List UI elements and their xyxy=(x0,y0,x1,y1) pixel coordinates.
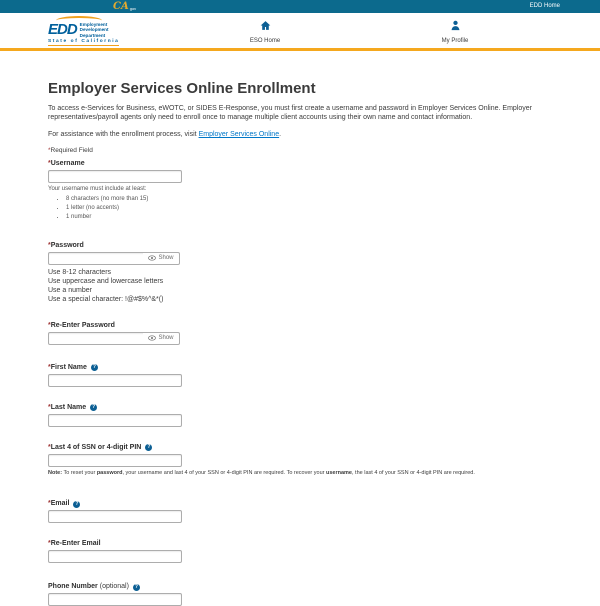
password-rule: Use uppercase and lowercase letters xyxy=(48,277,164,285)
edd-logo[interactable] xyxy=(48,16,119,46)
first-name-label: *First Name ? xyxy=(48,363,96,371)
help-icon[interactable]: ? xyxy=(75,500,79,507)
reenter-password-label: *Re-Enter Password xyxy=(48,321,115,329)
list-item: • 1 letter (no accents) xyxy=(66,204,562,213)
username-field-group xyxy=(48,160,562,222)
site-header xyxy=(0,13,600,51)
page-title: Employer Services Online Enrollment xyxy=(48,80,316,97)
email-label: *Email ? xyxy=(48,500,79,508)
reenter-email-input[interactable] xyxy=(48,550,182,563)
username-hint-title: Your username must include at least: xyxy=(48,185,147,192)
last-name-input[interactable] xyxy=(48,414,182,427)
required-asterisk: * xyxy=(48,500,51,508)
required-asterisk: * xyxy=(48,146,51,154)
reenter-password-field-group xyxy=(48,322,562,345)
last-name-label: *Last Name ? xyxy=(48,403,96,411)
reenter-password-show-button[interactable] xyxy=(143,333,179,344)
password-rule: Use 8-12 characters xyxy=(48,268,112,276)
required-asterisk: * xyxy=(48,321,51,329)
ssn-pin-note: Note: To reset your password, your username and last 4 of your SSN or 4-digit PIN are required. To recover your username, the last 4 of your SSN or 4-digit PIN are required. xyxy=(48,469,475,476)
password-show-label: Show xyxy=(158,255,174,262)
password-rules xyxy=(48,268,562,304)
username-label: *Username xyxy=(48,159,85,167)
edd-logo-state-text: State of California xyxy=(48,39,120,45)
reenter-password-show-label: Show xyxy=(158,335,174,342)
required-asterisk: * xyxy=(48,403,51,411)
reenter-email-field-group xyxy=(48,540,562,563)
intro-paragraph: To access e-Services for Business, eWOTC, or SIDES E-Response, you must first create a username and password in Employer Services Online. Employer representatives/payroll agents only need to enroll once to manage multiple client accounts using their own name and contact information. xyxy=(48,105,532,121)
password-rule: Use a number xyxy=(48,286,92,294)
required-asterisk: * xyxy=(48,159,51,167)
ca-gov-logo[interactable] xyxy=(113,0,136,13)
required-asterisk: * xyxy=(48,540,51,548)
email-input[interactable] xyxy=(48,510,182,523)
ssn-pin-input[interactable] xyxy=(48,454,182,467)
password-show-button[interactable] xyxy=(143,253,179,264)
required-asterisk: * xyxy=(48,363,51,371)
eye-icon xyxy=(148,255,156,261)
assistance-line: For assistance with the enrollment process, visit Employer Services Online. xyxy=(48,131,282,139)
first-name-field-group xyxy=(48,364,562,387)
ssn-pin-field-group xyxy=(48,444,562,477)
password-label: *Password xyxy=(48,241,84,249)
list-item: • 8 characters (no more than 15) xyxy=(66,195,562,204)
phone-label: Phone Number (optional) ? xyxy=(48,583,138,591)
person-icon xyxy=(450,20,461,31)
email-field-group xyxy=(48,500,562,523)
required-asterisk: * xyxy=(48,443,51,451)
username-hint-list xyxy=(48,195,562,222)
help-icon[interactable]: ? xyxy=(134,583,138,590)
username-input[interactable] xyxy=(48,170,182,183)
phone-field-group xyxy=(48,583,562,606)
eye-icon xyxy=(148,335,156,341)
help-icon[interactable]: ? xyxy=(92,364,96,371)
edd-home-link[interactable]: EDD Home xyxy=(529,3,560,9)
edd-logo-department-text: Employment Development Department xyxy=(79,22,109,38)
home-icon xyxy=(260,20,271,31)
ssn-pin-label: *Last 4 of SSN or 4-digit PIN ? xyxy=(48,443,151,451)
help-icon[interactable]: ? xyxy=(147,444,151,451)
last-name-field-group xyxy=(48,404,562,427)
nav-eso-home-label: ESO Home xyxy=(249,38,281,44)
nav-my-profile-label: My Profile xyxy=(441,38,469,44)
password-rule: Use a special character: !@#$%^&*() xyxy=(48,295,164,303)
password-field-group xyxy=(48,242,562,304)
required-field-note: *Required Field xyxy=(48,146,93,154)
nav-eso-home[interactable] xyxy=(230,18,300,44)
reenter-email-label: *Re-Enter Email xyxy=(48,540,101,548)
ca-gov-logo-suffix: gov xyxy=(129,6,137,11)
first-name-input[interactable] xyxy=(48,374,182,387)
main-content xyxy=(0,81,600,606)
top-utility-bar xyxy=(0,0,600,13)
ca-gov-logo-text: CA xyxy=(113,0,129,12)
edd-logo-acronym: EDD xyxy=(48,21,77,39)
help-icon[interactable]: ? xyxy=(92,404,96,411)
list-item: • 1 number xyxy=(66,213,562,222)
nav-my-profile[interactable] xyxy=(420,18,490,44)
required-asterisk: * xyxy=(48,241,51,249)
employer-services-online-link[interactable]: Employer Services Online xyxy=(198,131,280,139)
